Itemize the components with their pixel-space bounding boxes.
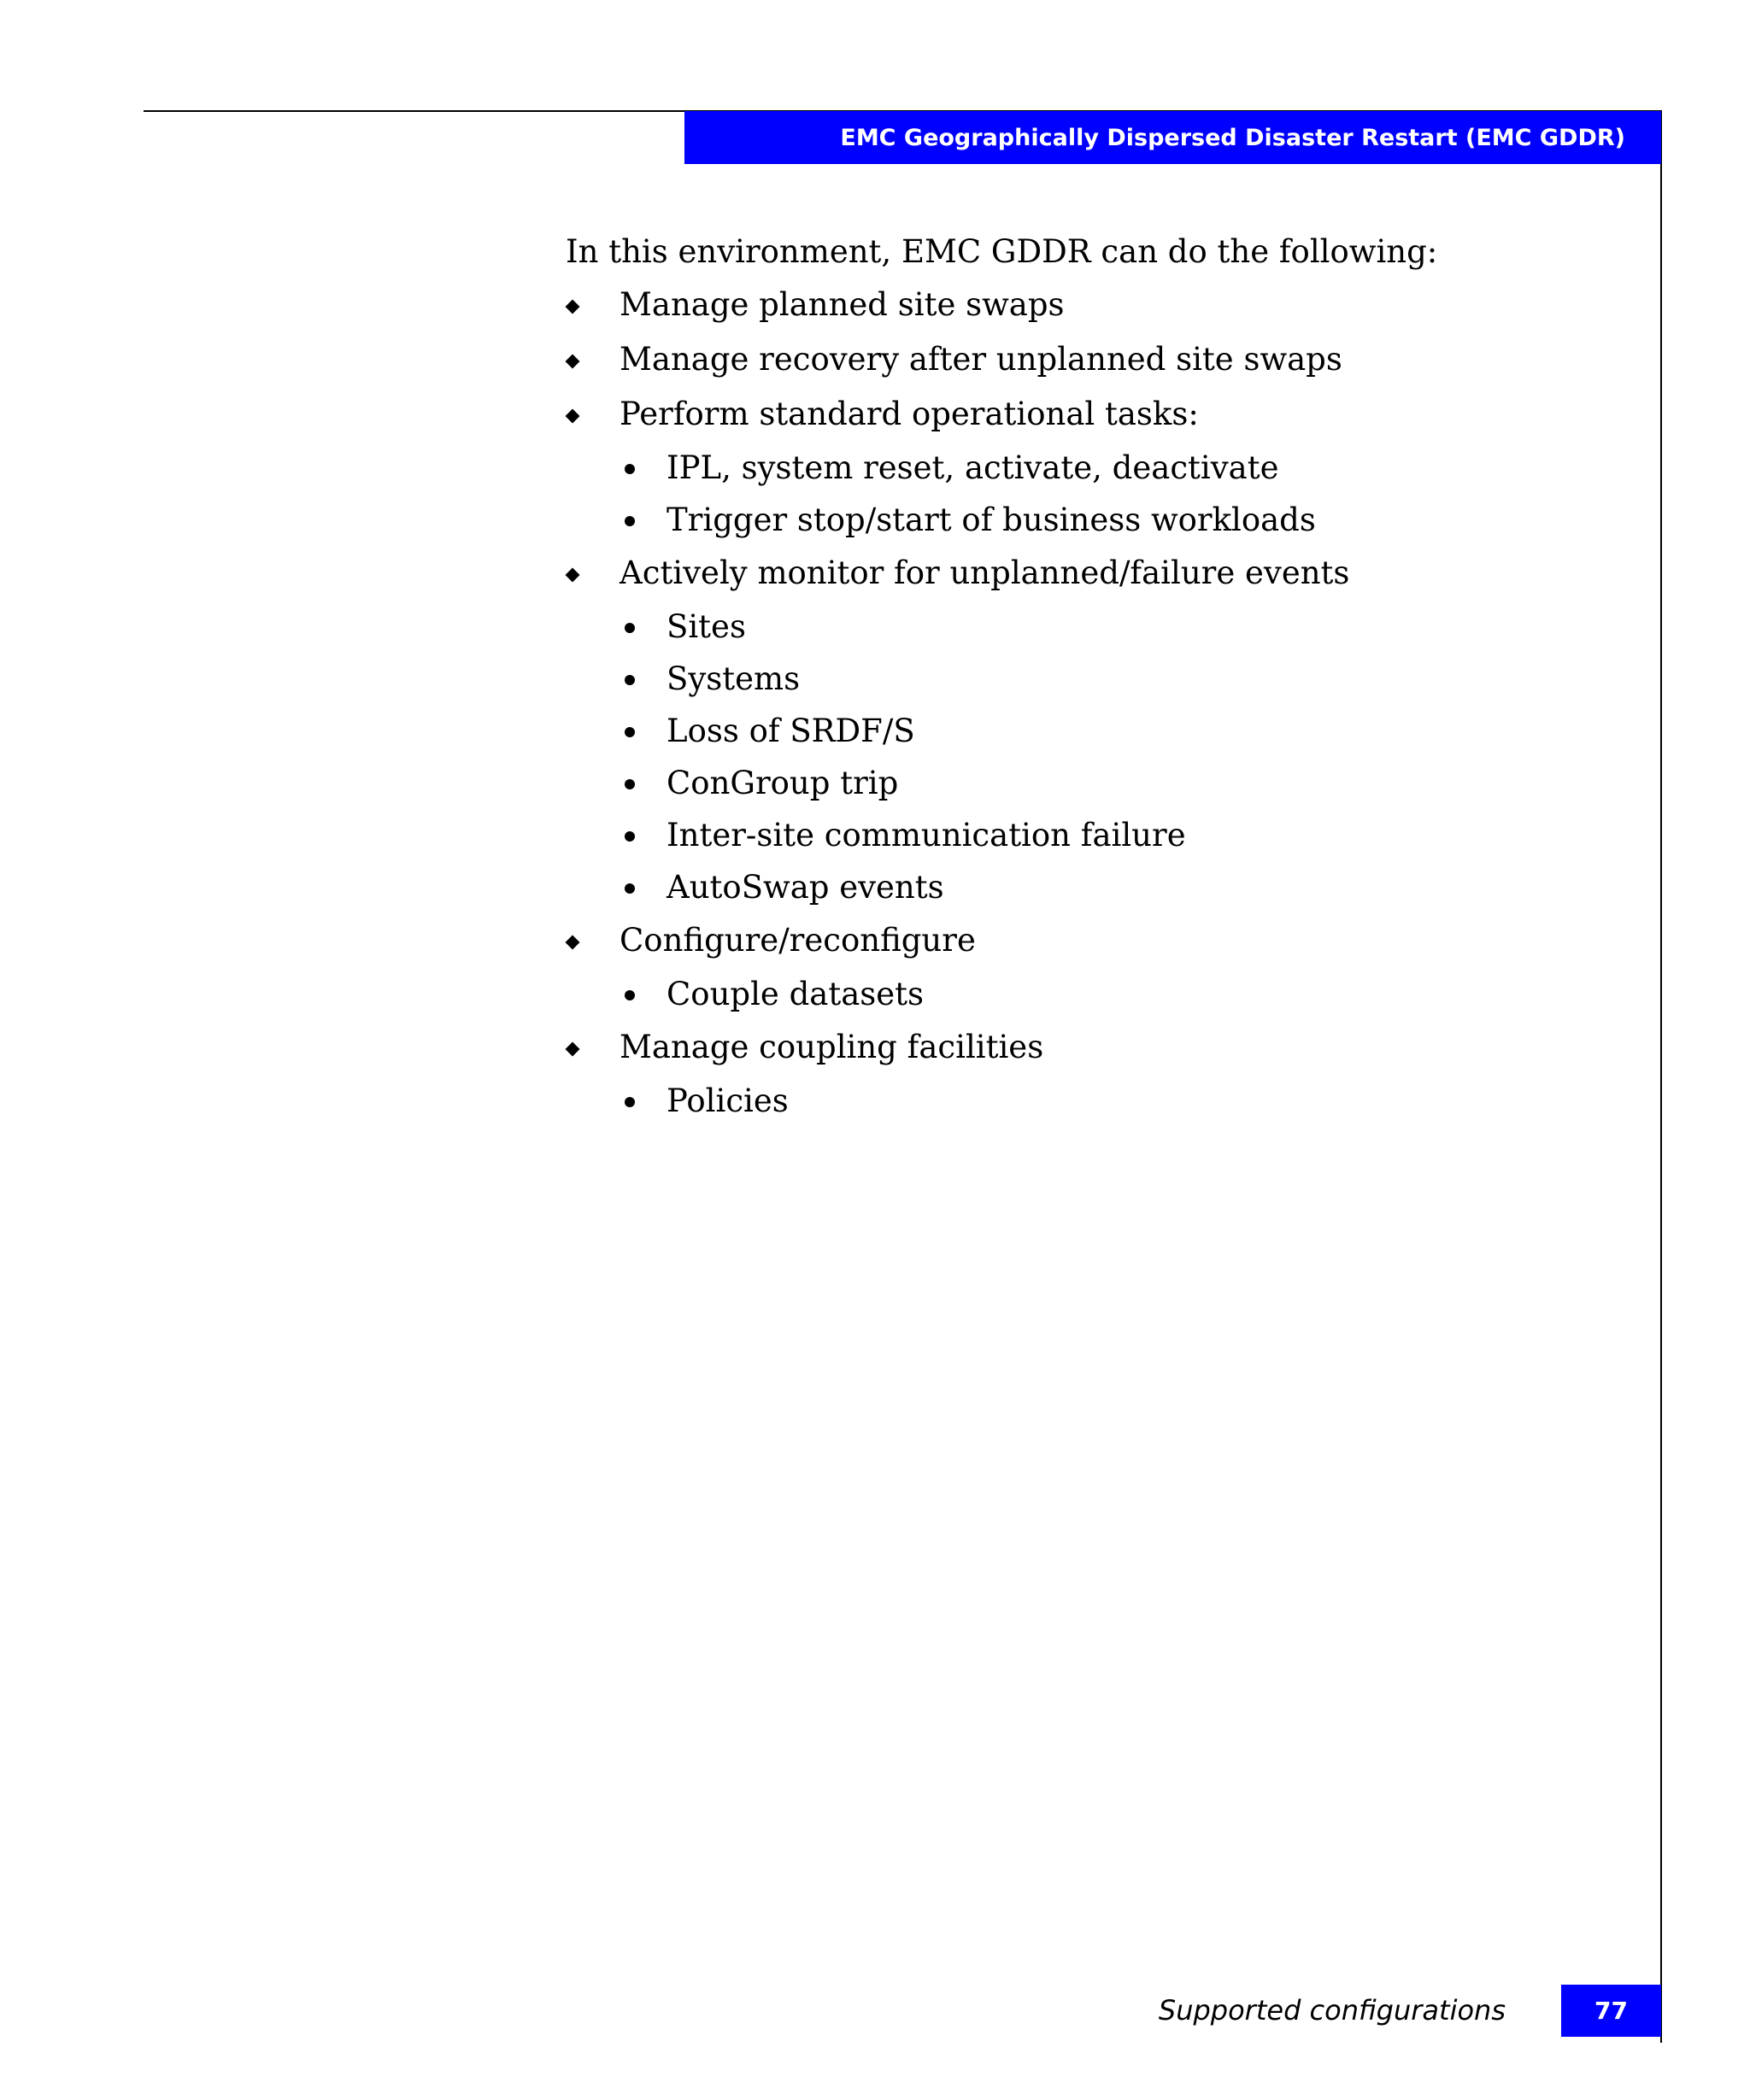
sub-list-item — [566, 442, 1591, 494]
list-item — [566, 913, 1591, 968]
list-item-text: Manage planned site swaps — [620, 286, 1065, 323]
sub-list-item-text: ConGroup trip — [667, 765, 899, 801]
dot-bullet-icon — [625, 623, 635, 633]
intro-paragraph: In this environment, EMC GDDR can do the following: — [566, 233, 1438, 270]
diamond-bullet-icon — [566, 355, 580, 369]
list-item-text: Manage recovery after unplanned site swaps — [620, 341, 1342, 378]
sub-list-item — [566, 968, 1591, 1020]
footer-section-title: Supported configurations — [1158, 1994, 1506, 2027]
list-item-text: Configure/reconfigure — [620, 922, 976, 959]
dot-bullet-icon — [625, 779, 635, 789]
page-content — [566, 226, 1591, 1127]
sub-list-item-text: Loss of SRDF/S — [667, 713, 915, 749]
running-header-bar — [684, 111, 1661, 164]
sub-list-item-text: AutoSwap events — [667, 869, 944, 906]
sub-list-item-text: IPL, system reset, activate, deactivate — [667, 449, 1279, 486]
sub-list-item — [566, 757, 1591, 809]
dot-bullet-icon — [625, 990, 635, 1000]
sub-list-item — [566, 861, 1591, 913]
right-margin-rule — [1660, 110, 1662, 2043]
dot-bullet-icon — [625, 516, 635, 526]
sub-list-item — [566, 653, 1591, 705]
sub-list-item-text: Systems — [667, 660, 801, 697]
list-item — [566, 387, 1591, 442]
diamond-bullet-icon — [566, 568, 580, 583]
list-item — [566, 332, 1591, 387]
list-item-text: Actively monitor for unplanned/failure events — [620, 554, 1350, 591]
list-item-text: Manage coupling facilities — [620, 1029, 1044, 1065]
sub-list-item — [566, 494, 1591, 546]
sub-list-item — [566, 705, 1591, 757]
sub-list-item-text: Sites — [667, 608, 746, 645]
dot-bullet-icon — [625, 727, 635, 737]
dot-bullet-icon — [625, 675, 635, 685]
diamond-bullet-icon — [566, 1042, 580, 1057]
sub-list-item-text: Inter-site communication failure — [667, 817, 1186, 853]
page-number-box — [1561, 1985, 1661, 2037]
diamond-bullet-icon — [566, 300, 580, 314]
list-item — [566, 278, 1591, 332]
page-number: 77 — [1594, 1997, 1628, 2025]
dot-bullet-icon — [625, 1097, 635, 1107]
sub-list-item-text: Policies — [667, 1082, 789, 1119]
sub-list-item — [566, 809, 1591, 861]
diamond-bullet-icon — [566, 936, 580, 950]
sub-list-item — [566, 601, 1591, 653]
dot-bullet-icon — [625, 831, 635, 842]
list-item — [566, 1020, 1591, 1075]
sub-list-item-text: Couple datasets — [667, 976, 925, 1012]
sub-list-item-text: Trigger stop/start of business workloads — [667, 502, 1316, 538]
list-item — [566, 546, 1591, 601]
dot-bullet-icon — [625, 464, 635, 474]
dot-bullet-icon — [625, 883, 635, 894]
diamond-bullet-icon — [566, 409, 580, 424]
list-item-text: Perform standard operational tasks: — [620, 396, 1199, 432]
sub-list-item — [566, 1075, 1591, 1127]
running-header-title: EMC Geographically Dispersed Disaster Restart (EMC GDDR) — [840, 124, 1625, 151]
